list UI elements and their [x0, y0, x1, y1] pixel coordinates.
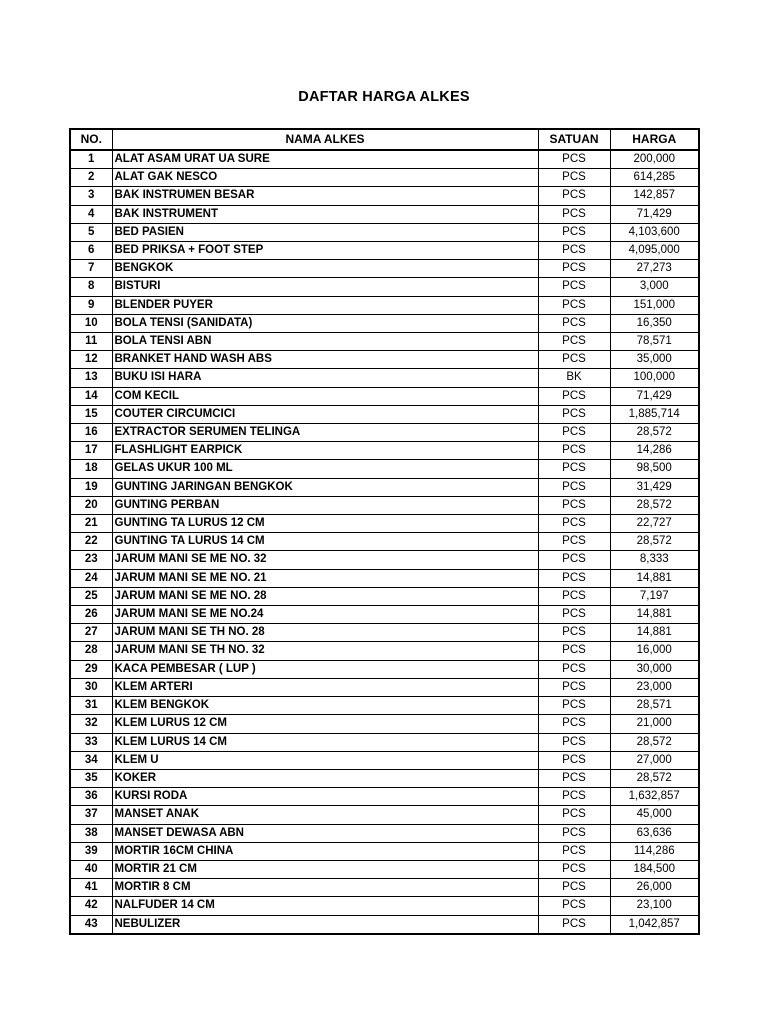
table-row [70, 806, 699, 824]
item-name: KLEM LURUS 12 CM [112, 715, 538, 733]
item-price: 28,572 [610, 496, 699, 514]
row-number: 13 [70, 369, 112, 387]
row-number: 6 [70, 242, 112, 260]
item-name: NEBULIZER [112, 915, 538, 934]
item-name: MORTIR 8 CM [112, 879, 538, 897]
row-number: 18 [70, 460, 112, 478]
item-name: JARUM MANI SE ME NO. 21 [112, 569, 538, 587]
item-price: 7,197 [610, 587, 699, 605]
row-number: 43 [70, 915, 112, 934]
row-number: 39 [70, 842, 112, 860]
table-row [70, 842, 699, 860]
item-unit: PCS [538, 533, 610, 551]
item-unit: PCS [538, 715, 610, 733]
item-unit: PCS [538, 260, 610, 278]
item-unit: PCS [538, 842, 610, 860]
item-unit: PCS [538, 442, 610, 460]
item-name: MORTIR 16CM CHINA [112, 842, 538, 860]
item-name: JARUM MANI SE ME NO.24 [112, 606, 538, 624]
row-number: 16 [70, 424, 112, 442]
item-unit: PCS [538, 460, 610, 478]
row-number: 3 [70, 187, 112, 205]
row-number: 7 [70, 260, 112, 278]
table-row [70, 242, 699, 260]
item-name: BLENDER PUYER [112, 296, 538, 314]
table-row [70, 606, 699, 624]
table-row [70, 223, 699, 241]
item-unit: PCS [538, 333, 610, 351]
row-number: 26 [70, 606, 112, 624]
item-name: BOLA TENSI (SANIDATA) [112, 314, 538, 332]
row-number: 11 [70, 333, 112, 351]
item-name: BED PASIEN [112, 223, 538, 241]
row-number: 15 [70, 405, 112, 423]
table-header-row [70, 129, 699, 150]
price-table [69, 128, 700, 935]
item-price: 4,095,000 [610, 242, 699, 260]
table-body [70, 150, 699, 934]
item-unit: PCS [538, 187, 610, 205]
item-unit: PCS [538, 660, 610, 678]
table-row [70, 369, 699, 387]
item-price: 1,885,714 [610, 405, 699, 423]
item-name: JARUM MANI SE ME NO. 32 [112, 551, 538, 569]
item-name: MANSET ANAK [112, 806, 538, 824]
table-row [70, 642, 699, 660]
item-unit: PCS [538, 150, 610, 169]
item-unit: PCS [538, 606, 610, 624]
item-price: 22,727 [610, 515, 699, 533]
item-unit: PCS [538, 478, 610, 496]
row-number: 19 [70, 478, 112, 496]
item-unit: PCS [538, 678, 610, 696]
item-unit: PCS [538, 879, 610, 897]
row-number: 37 [70, 806, 112, 824]
header-name: NAMA ALKES [112, 129, 538, 150]
table-row [70, 442, 699, 460]
table-row [70, 897, 699, 915]
row-number: 23 [70, 551, 112, 569]
item-name: BISTURI [112, 278, 538, 296]
item-price: 200,000 [610, 150, 699, 169]
item-unit: PCS [538, 387, 610, 405]
row-number: 38 [70, 824, 112, 842]
item-name: JARUM MANI SE TH NO. 32 [112, 642, 538, 660]
item-price: 27,000 [610, 751, 699, 769]
item-name: BAK INSTRUMENT [112, 205, 538, 223]
item-unit: BK [538, 369, 610, 387]
row-number: 5 [70, 223, 112, 241]
item-name: KACA PEMBESAR ( LUP ) [112, 660, 538, 678]
item-name: MANSET DEWASA ABN [112, 824, 538, 842]
item-name: COM KECIL [112, 387, 538, 405]
row-number: 25 [70, 587, 112, 605]
table-row [70, 150, 699, 169]
row-number: 10 [70, 314, 112, 332]
page-title: DAFTAR HARGA ALKES [298, 89, 470, 105]
item-name: FLASHLIGHT EARPICK [112, 442, 538, 460]
item-unit: PCS [538, 242, 610, 260]
item-name: KURSI RODA [112, 788, 538, 806]
row-number: 27 [70, 624, 112, 642]
item-name: GUNTING JARINGAN BENGKOK [112, 478, 538, 496]
table-row [70, 205, 699, 223]
row-number: 33 [70, 733, 112, 751]
item-price: 184,500 [610, 860, 699, 878]
table-row [70, 533, 699, 551]
row-number: 35 [70, 769, 112, 787]
item-price: 16,350 [610, 314, 699, 332]
table-row [70, 769, 699, 787]
table-row [70, 569, 699, 587]
item-name: BUKU ISI HARA [112, 369, 538, 387]
item-unit: PCS [538, 733, 610, 751]
table-row [70, 879, 699, 897]
row-number: 8 [70, 278, 112, 296]
item-unit: PCS [538, 697, 610, 715]
item-price: 8,333 [610, 551, 699, 569]
table-row [70, 478, 699, 496]
item-name: KLEM LURUS 14 CM [112, 733, 538, 751]
item-price: 1,632,857 [610, 788, 699, 806]
row-number: 2 [70, 169, 112, 187]
row-number: 42 [70, 897, 112, 915]
row-number: 32 [70, 715, 112, 733]
table-row [70, 296, 699, 314]
table-row [70, 496, 699, 514]
item-name: JARUM MANI SE ME NO. 28 [112, 587, 538, 605]
item-price: 28,572 [610, 733, 699, 751]
item-unit: PCS [538, 915, 610, 934]
row-number: 41 [70, 879, 112, 897]
table-row [70, 860, 699, 878]
item-name: ALAT GAK NESCO [112, 169, 538, 187]
item-unit: PCS [538, 551, 610, 569]
item-price: 21,000 [610, 715, 699, 733]
item-price: 63,636 [610, 824, 699, 842]
table-row [70, 278, 699, 296]
table-row [70, 405, 699, 423]
row-number: 34 [70, 751, 112, 769]
item-price: 30,000 [610, 660, 699, 678]
row-number: 28 [70, 642, 112, 660]
item-name: JARUM MANI SE TH NO. 28 [112, 624, 538, 642]
item-unit: PCS [538, 824, 610, 842]
row-number: 29 [70, 660, 112, 678]
item-price: 14,881 [610, 569, 699, 587]
table-row [70, 387, 699, 405]
row-number: 14 [70, 387, 112, 405]
item-unit: PCS [538, 296, 610, 314]
row-number: 21 [70, 515, 112, 533]
table-row [70, 169, 699, 187]
table-row [70, 351, 699, 369]
item-name: BOLA TENSI ABN [112, 333, 538, 351]
item-unit: PCS [538, 751, 610, 769]
item-price: 1,042,857 [610, 915, 699, 934]
row-number: 40 [70, 860, 112, 878]
item-name: KOKER [112, 769, 538, 787]
item-price: 100,000 [610, 369, 699, 387]
row-number: 17 [70, 442, 112, 460]
item-name: GUNTING TA LURUS 12 CM [112, 515, 538, 533]
table-row [70, 333, 699, 351]
item-unit: PCS [538, 788, 610, 806]
table-row [70, 678, 699, 696]
item-unit: PCS [538, 314, 610, 332]
item-price: 4,103,600 [610, 223, 699, 241]
table-row [70, 751, 699, 769]
row-number: 22 [70, 533, 112, 551]
row-number: 36 [70, 788, 112, 806]
item-price: 142,857 [610, 187, 699, 205]
row-number: 4 [70, 205, 112, 223]
item-name: GUNTING TA LURUS 14 CM [112, 533, 538, 551]
item-price: 31,429 [610, 478, 699, 496]
item-price: 14,286 [610, 442, 699, 460]
table-row [70, 824, 699, 842]
item-unit: PCS [538, 569, 610, 587]
table-row [70, 733, 699, 751]
table-row [70, 551, 699, 569]
item-price: 26,000 [610, 879, 699, 897]
item-unit: PCS [538, 405, 610, 423]
item-price: 71,429 [610, 387, 699, 405]
table-row [70, 915, 699, 934]
table-row [70, 697, 699, 715]
row-number: 30 [70, 678, 112, 696]
item-unit: PCS [538, 860, 610, 878]
table-row [70, 424, 699, 442]
table-row [70, 587, 699, 605]
item-unit: PCS [538, 515, 610, 533]
item-unit: PCS [538, 642, 610, 660]
item-name: KLEM BENGKOK [112, 697, 538, 715]
row-number: 31 [70, 697, 112, 715]
item-price: 614,285 [610, 169, 699, 187]
item-price: 3,000 [610, 278, 699, 296]
item-name: GELAS UKUR 100 ML [112, 460, 538, 478]
item-name: BED PRIKSA + FOOT STEP [112, 242, 538, 260]
table-row [70, 187, 699, 205]
item-unit: PCS [538, 769, 610, 787]
row-number: 20 [70, 496, 112, 514]
table-row [70, 515, 699, 533]
item-unit: PCS [538, 205, 610, 223]
item-name: KLEM U [112, 751, 538, 769]
item-unit: PCS [538, 806, 610, 824]
item-price: 78,571 [610, 333, 699, 351]
item-price: 45,000 [610, 806, 699, 824]
item-unit: PCS [538, 424, 610, 442]
table-row [70, 314, 699, 332]
item-price: 16,000 [610, 642, 699, 660]
item-name: BAK INSTRUMEN BESAR [112, 187, 538, 205]
item-name: BENGKOK [112, 260, 538, 278]
item-price: 14,881 [610, 624, 699, 642]
item-name: MORTIR 21 CM [112, 860, 538, 878]
item-unit: PCS [538, 897, 610, 915]
table-row [70, 260, 699, 278]
item-price: 98,500 [610, 460, 699, 478]
item-price: 28,572 [610, 424, 699, 442]
item-price: 14,881 [610, 606, 699, 624]
item-name: GUNTING PERBAN [112, 496, 538, 514]
item-unit: PCS [538, 169, 610, 187]
item-name: KLEM ARTERI [112, 678, 538, 696]
table-row [70, 715, 699, 733]
table-row [70, 460, 699, 478]
row-number: 9 [70, 296, 112, 314]
item-unit: PCS [538, 278, 610, 296]
item-price: 151,000 [610, 296, 699, 314]
item-name: NALFUDER 14 CM [112, 897, 538, 915]
item-price: 28,572 [610, 533, 699, 551]
item-price: 71,429 [610, 205, 699, 223]
item-name: ALAT ASAM URAT UA SURE [112, 150, 538, 169]
item-price: 23,100 [610, 897, 699, 915]
row-number: 12 [70, 351, 112, 369]
item-unit: PCS [538, 223, 610, 241]
item-price: 28,572 [610, 769, 699, 787]
item-price: 114,286 [610, 842, 699, 860]
item-price: 23,000 [610, 678, 699, 696]
item-price: 35,000 [610, 351, 699, 369]
table-row [70, 788, 699, 806]
item-unit: PCS [538, 587, 610, 605]
item-unit: PCS [538, 624, 610, 642]
item-price: 27,273 [610, 260, 699, 278]
table-row [70, 660, 699, 678]
item-name: EXTRACTOR SERUMEN TELINGA [112, 424, 538, 442]
header-no: NO. [70, 129, 112, 150]
item-price: 28,571 [610, 697, 699, 715]
row-number: 24 [70, 569, 112, 587]
item-name: BRANKET HAND WASH ABS [112, 351, 538, 369]
item-unit: PCS [538, 496, 610, 514]
table-row [70, 624, 699, 642]
item-name: COUTER CIRCUMCICI [112, 405, 538, 423]
item-unit: PCS [538, 351, 610, 369]
header-unit: SATUAN [538, 129, 610, 150]
row-number: 1 [70, 150, 112, 169]
header-price: HARGA [610, 129, 699, 150]
